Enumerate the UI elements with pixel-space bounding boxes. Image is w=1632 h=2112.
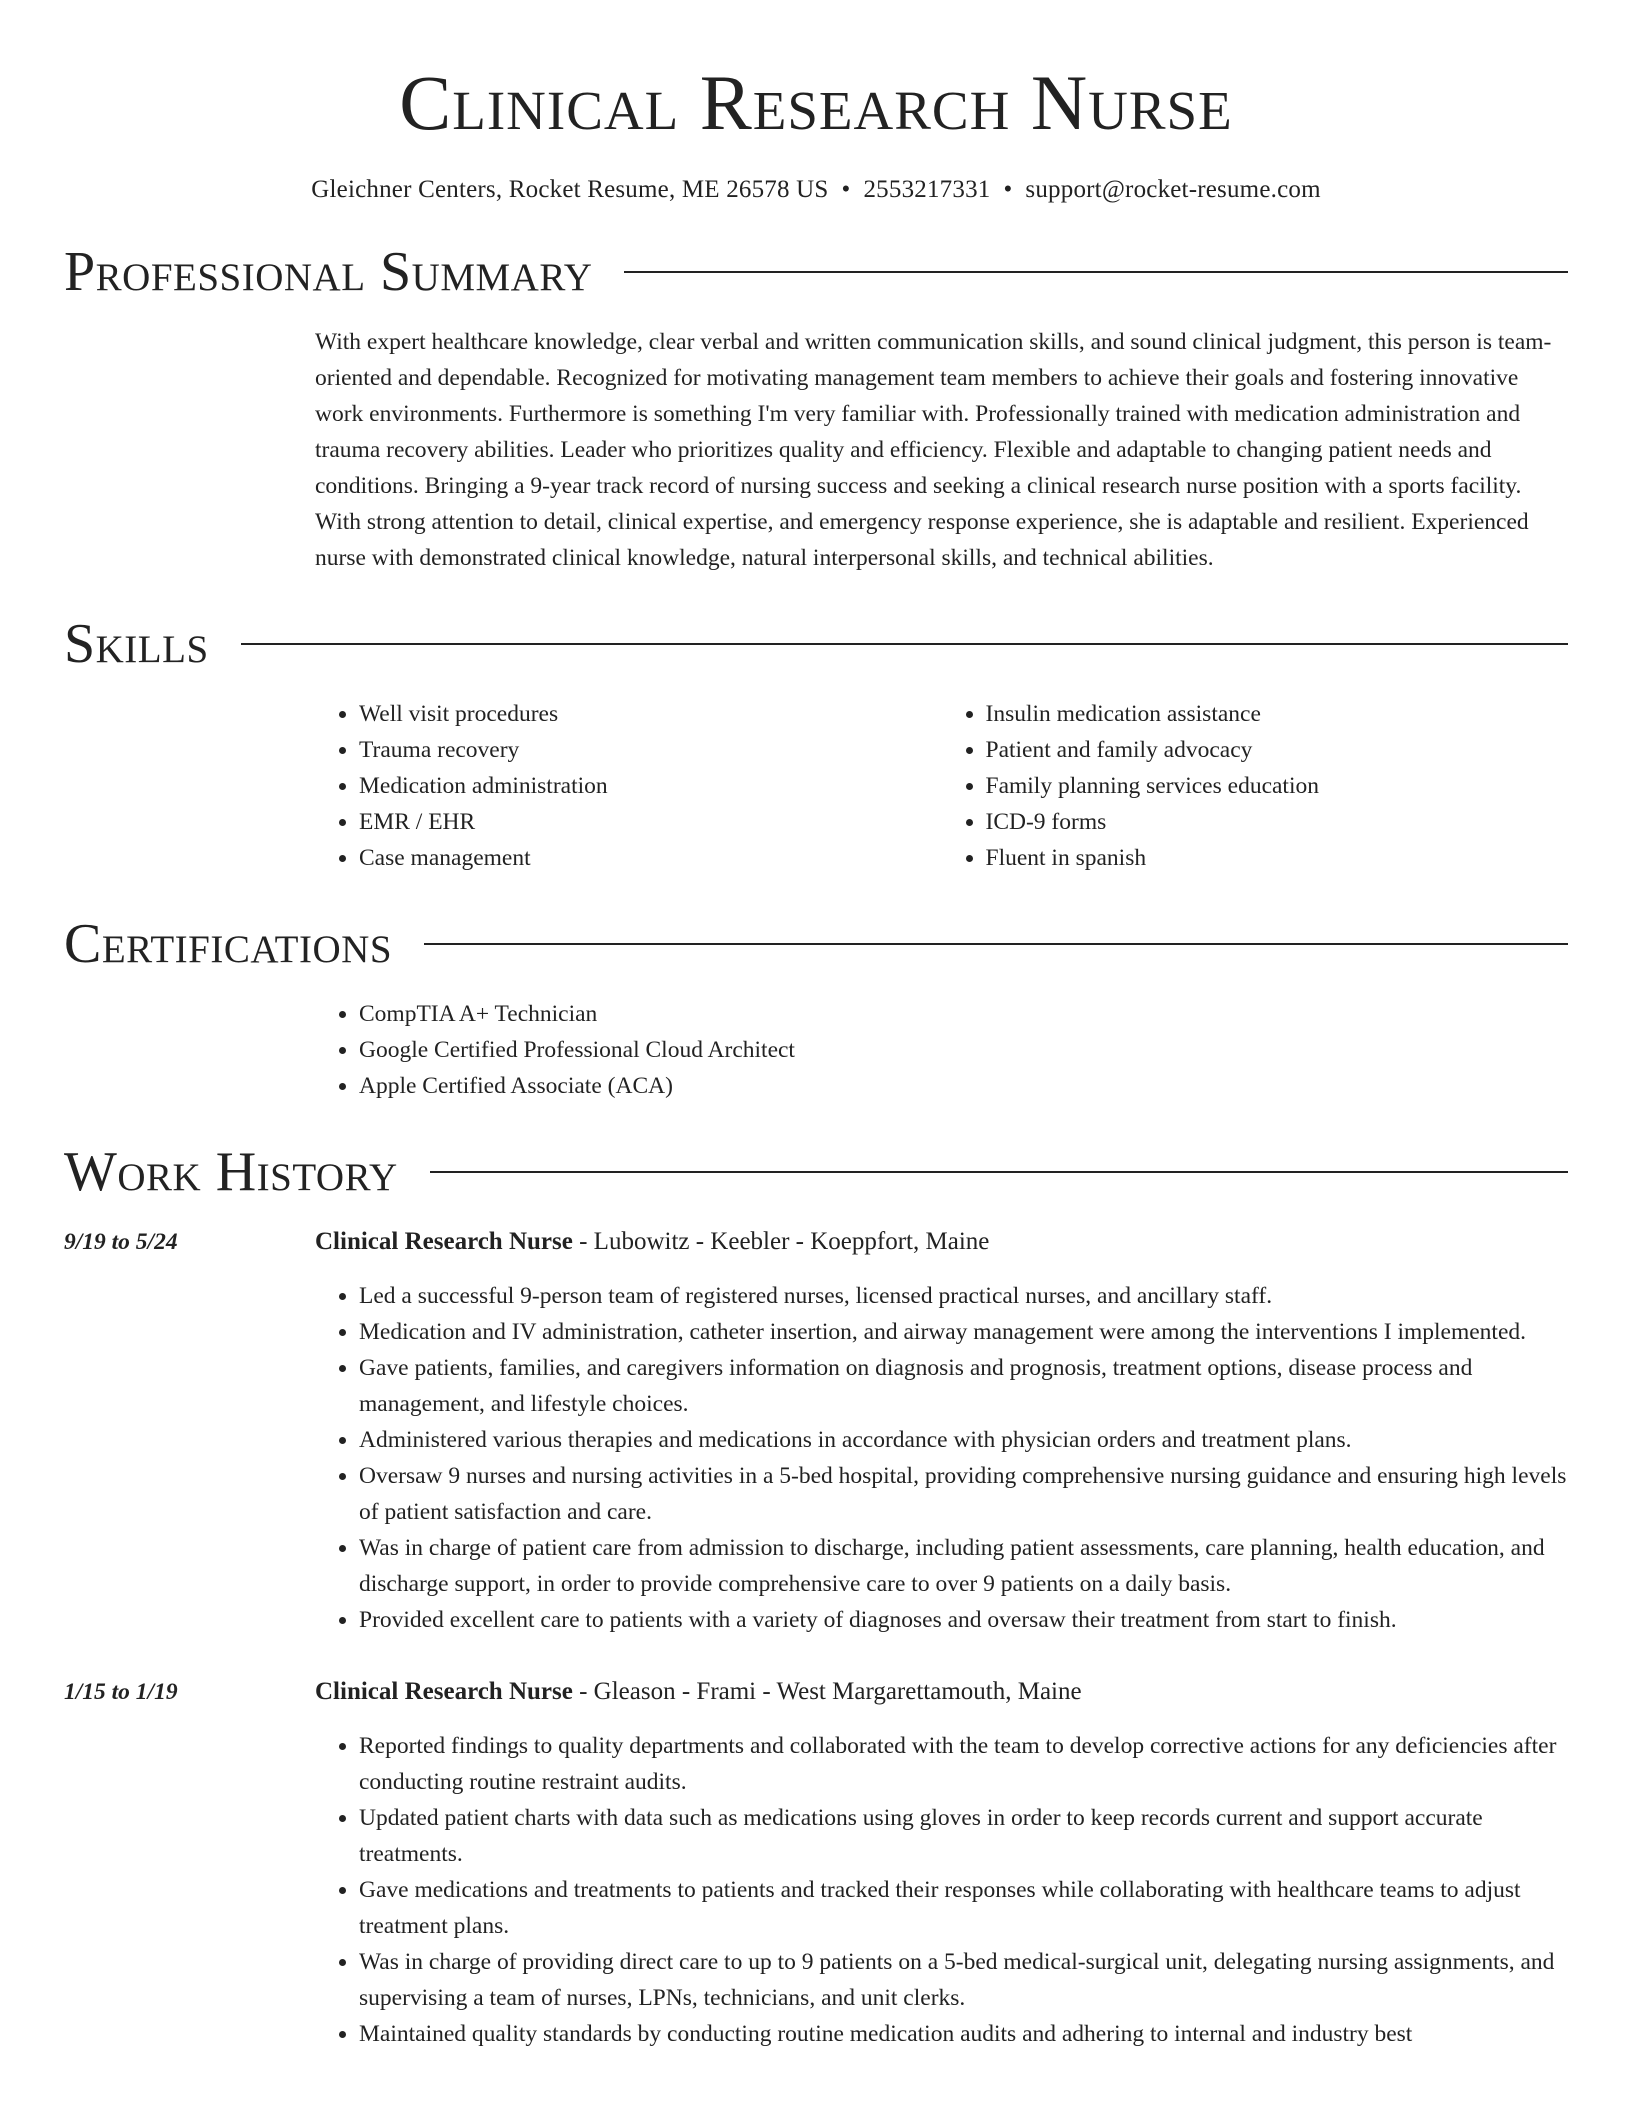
contact-address: Gleichner Centers, Rocket Resume, ME 26578 US: [311, 176, 829, 203]
work-history-heading: Work History: [64, 1141, 398, 1203]
job-bullet: • Was in charge of providing direct care to up to 9 patients on a 5-bed medical-surgical unit, delegating nursing assignments, and supervising a team of nurses, LPNs, technicians, and unit clerks.: [359, 1944, 1568, 2016]
job-bullet: • Gave medications and treatments to patients and tracked their responses while collaborating with healthcare teams to adjust treatment plans.: [359, 1872, 1568, 1944]
skill-item: • Well visit procedures: [359, 696, 942, 732]
contact-separator: •: [841, 176, 851, 203]
summary-section-header: [64, 241, 1568, 303]
job-bullet: • Provided excellent care to patients with a variety of diagnoses and oversaw their treatment from start to finish.: [359, 1602, 1568, 1638]
contact-email: support@rocket-resume.com: [1025, 176, 1321, 203]
summary-section: [315, 324, 1568, 576]
job-bullet: • Maintained quality standards by conducting routine medication audits and adhering to internal and industry best: [359, 2016, 1568, 2052]
job-bullet: • Was in charge of patient care from admission to discharge, including patient assessments, care planning, health education, and discharge support, in order to provide comprehensive care to over 9 patients on a daily basis.: [359, 1530, 1568, 1602]
skill-item: • EMR / EHR: [359, 804, 942, 840]
section-divider: [624, 271, 1568, 273]
job-title-line: [315, 1224, 1568, 1260]
job-dates: 9/19 to 5/24: [64, 1229, 178, 1255]
section-divider: [424, 943, 1568, 945]
skills-section: [315, 696, 1568, 876]
job-title-line: [315, 1674, 1568, 1710]
job-details: [315, 1674, 1568, 2052]
job-details: [315, 1224, 1568, 1638]
skill-item: • Fluent in spanish: [986, 840, 1569, 876]
certifications-heading: Certifications: [64, 913, 393, 975]
job-bullet: • Updated patient charts with data such as medications using gloves in order to keep records current and support accurate treatments.: [359, 1800, 1568, 1872]
certification-item: • CompTIA A+ Technician: [359, 996, 1568, 1032]
skill-item: • Case management: [359, 840, 942, 876]
contact-line: [64, 176, 1568, 204]
job-employer: - Gleason - Frami - West Margarettamouth, Maine: [572, 1678, 1082, 1705]
job-dates: 1/15 to 1/19: [64, 1679, 178, 1705]
certification-item: • Google Certified Professional Cloud Architect: [359, 1032, 1568, 1068]
summary-text: With expert healthcare knowledge, clear verbal and written communication skills, and sound clinical judgment, this person is team-oriented and dependable. Recognized for motivating management team members to achieve their goals and fostering innovative work environments. Furthermore is something I'm very familiar with. Professionally trained with medication administration and trauma recovery abilities. Leader who prioritizes quality and efficiency. Flexible and adaptable to changing patient needs and conditions. Bringing a 9-year track record of nursing success and seeking a clinical research nurse position with a sports facility. With strong attention to detail, clinical expertise, and emergency response experience, she is adaptable and resilient. Experienced nurse with demonstrated clinical knowledge, natural interpersonal skills, and technical abilities.: [315, 329, 1552, 571]
job-entry: [64, 1674, 1568, 2052]
skill-item: • Patient and family advocacy: [986, 732, 1569, 768]
skill-item: • Family planning services education: [986, 768, 1569, 804]
work-history-section-header: [64, 1141, 1568, 1203]
certifications-section-header: [64, 913, 1568, 975]
job-title: Clinical Research Nurse: [315, 1228, 573, 1255]
section-divider: [241, 643, 1568, 645]
skills-list-right: [942, 696, 1569, 876]
certification-item: • Apple Certified Associate (ACA): [359, 1068, 1568, 1104]
skills-list-left: [315, 696, 942, 876]
job-bullets: [315, 1728, 1568, 2052]
section-divider: [430, 1171, 1568, 1173]
job-bullet: • Medication and IV administration, catheter insertion, and airway management were among the interventions I implemented.: [359, 1314, 1568, 1350]
job-bullet: • Oversaw 9 nurses and nursing activities in a 5-bed hospital, providing comprehensive nursing guidance and ensuring high levels of patient satisfaction and care.: [359, 1458, 1568, 1530]
skill-item: • Insulin medication assistance: [986, 696, 1569, 732]
skill-item: • Medication administration: [359, 768, 942, 804]
job-bullets: [315, 1278, 1568, 1638]
job-bullet: • Reported findings to quality departments and collaborated with the team to develop corrective actions for any deficiencies after conducting routine restraint audits.: [359, 1728, 1568, 1800]
certifications-section: [315, 996, 1568, 1104]
job-bullet: • Led a successful 9-person team of registered nurses, licensed practical nurses, and ancillary staff.: [359, 1278, 1568, 1314]
skills-section-header: [64, 613, 1568, 675]
skills-grid: [315, 696, 1568, 876]
skill-item: • ICD-9 forms: [986, 804, 1569, 840]
contact-separator: •: [1003, 176, 1013, 203]
job-employer: - Lubowitz - Keebler - Koeppfort, Maine: [572, 1228, 990, 1255]
job-bullet: • Administered various therapies and medications in accordance with physician orders and treatment plans.: [359, 1422, 1568, 1458]
job-title: Clinical Research Nurse: [315, 1678, 573, 1705]
summary-heading: Professional Summary: [64, 241, 593, 303]
certifications-list: [315, 996, 1568, 1104]
contact-phone: 2553217331: [863, 176, 991, 203]
skills-heading: Skills: [64, 613, 209, 675]
skill-item: • Trauma recovery: [359, 732, 942, 768]
job-bullet: • Gave patients, families, and caregivers information on diagnosis and prognosis, treatment options, disease process and management, and lifestyle choices.: [359, 1350, 1568, 1422]
resume-name: Clinical Research Nurse: [399, 59, 1233, 146]
job-entry: [64, 1224, 1568, 1638]
